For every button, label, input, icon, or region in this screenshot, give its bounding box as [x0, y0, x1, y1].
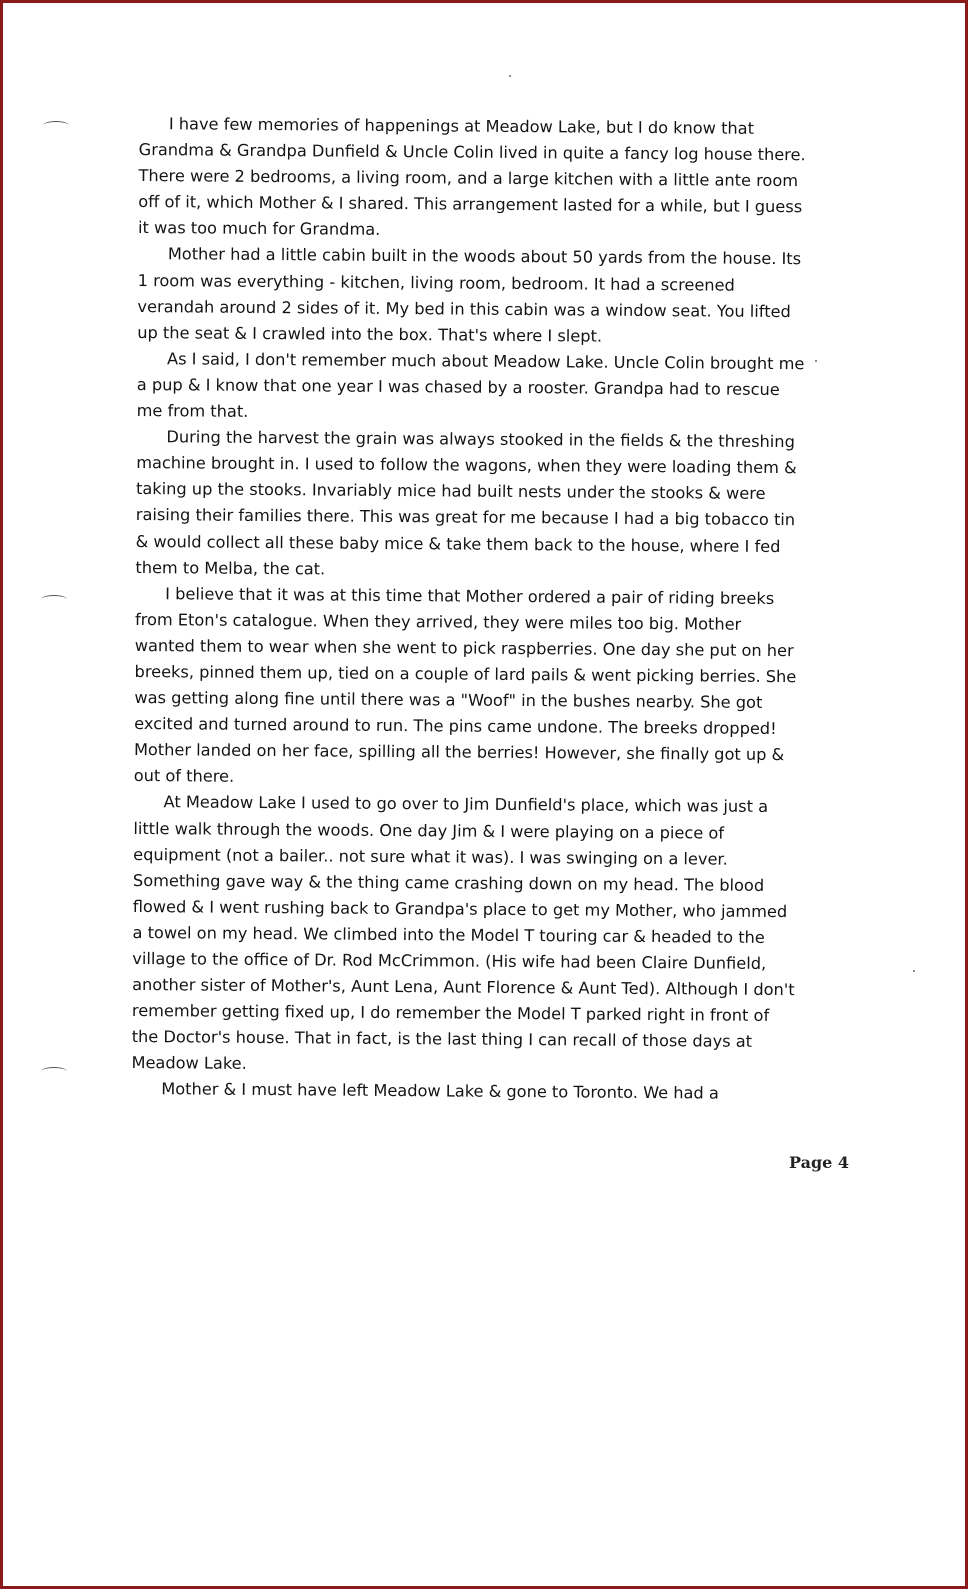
- document-body: [131, 111, 807, 1108]
- punch-hole-mark-bottom: [41, 1067, 67, 1076]
- punch-hole-mark-top: [43, 121, 69, 130]
- punch-hole-mark-middle: [41, 595, 67, 604]
- paragraph: At Meadow Lake I used to go over to Jim Dunfield's place, which was just a little walk through the woods. One day Jim & I were playing on a piece of equipment (not a bailer.. not sure what it was). I was swinging on a lever. Something gave way & the thing came crashing down on my head. The blood flowed & I went rushing back to Grandpa's place to get my Mother, who jammed a towel on my head. We climbed into the Model T touring car & headed to the village to the office of Dr. Rod McCrimmon. (His wife had been Claire Dunfield, another sister of Mother's, Aunt Lena, Aunt Florence & Aunt Ted). Although I don't remember getting fixed up, I do remember the Model T parked right in front of the Doctor's house. That in fact, is the last thing I can recall of those days at Meadow Lake.: [131, 792, 795, 1074]
- paragraph: Mother had a little cabin built in the woods about 50 yards from the house. Its 1 room was everything - kitchen, living room, bedroom. It had a screened verandah around 2 sides of it. My bed in this cabin was a window seat. You lifted up the seat & I crawled into the box. That's where I slept.: [137, 244, 802, 346]
- paragraph: Mother & I must have left Meadow Lake & gone to Toronto. We had a: [161, 1079, 719, 1104]
- paragraph: I believe that it was at this time that Mother ordered a pair of riding breeks from Eton's catalogue. When they arrived, they were miles too big. Mother wanted them to wear when she went to pick raspberries. One day she put on her breeks, pinned them up, tied on a couple of lard pails & went picking berries. She was getting along fine until there was a "Woof" in the bushes nearby. She got excited and turned around to run. The pins came undone. The breeks dropped! Mother landed on her face, spilling all the berries! However, she finally got up & out of there.: [133, 583, 797, 787]
- scan-speck: [815, 360, 817, 362]
- paragraph: I have few memories of happenings at Meadow Lake, but I do know that Grandma & Grandpa Dunfield & Uncle Colin lived in quite a fancy log house there. There were 2 bedrooms, a living room, and a large kitchen with a little ante room off of it, which Mother & I shared. This arrangement lasted for a while, but I guess it was too much for Grandma.: [138, 114, 806, 240]
- scan-speck: [509, 75, 511, 77]
- paragraph: During the harvest the grain was always stooked in the fields & the threshing machine brought in. I used to follow the wagons, when they were loading them & taking up the stooks. Invariably mice had built nests under the stooks & were raising their families there. This was great for me because I had a big tobacco tin & would collect all these baby mice & take them back to the house, where I fed them to Melba, the cat.: [135, 427, 797, 579]
- page-number: Page 4: [789, 1153, 850, 1172]
- paragraph: As I said, I don't remember much about Meadow Lake. Uncle Colin brought me a pup & I know that one year I was chased by a rooster. Grandpa had to rescue me from that.: [136, 349, 805, 421]
- scan-speck: [913, 970, 915, 972]
